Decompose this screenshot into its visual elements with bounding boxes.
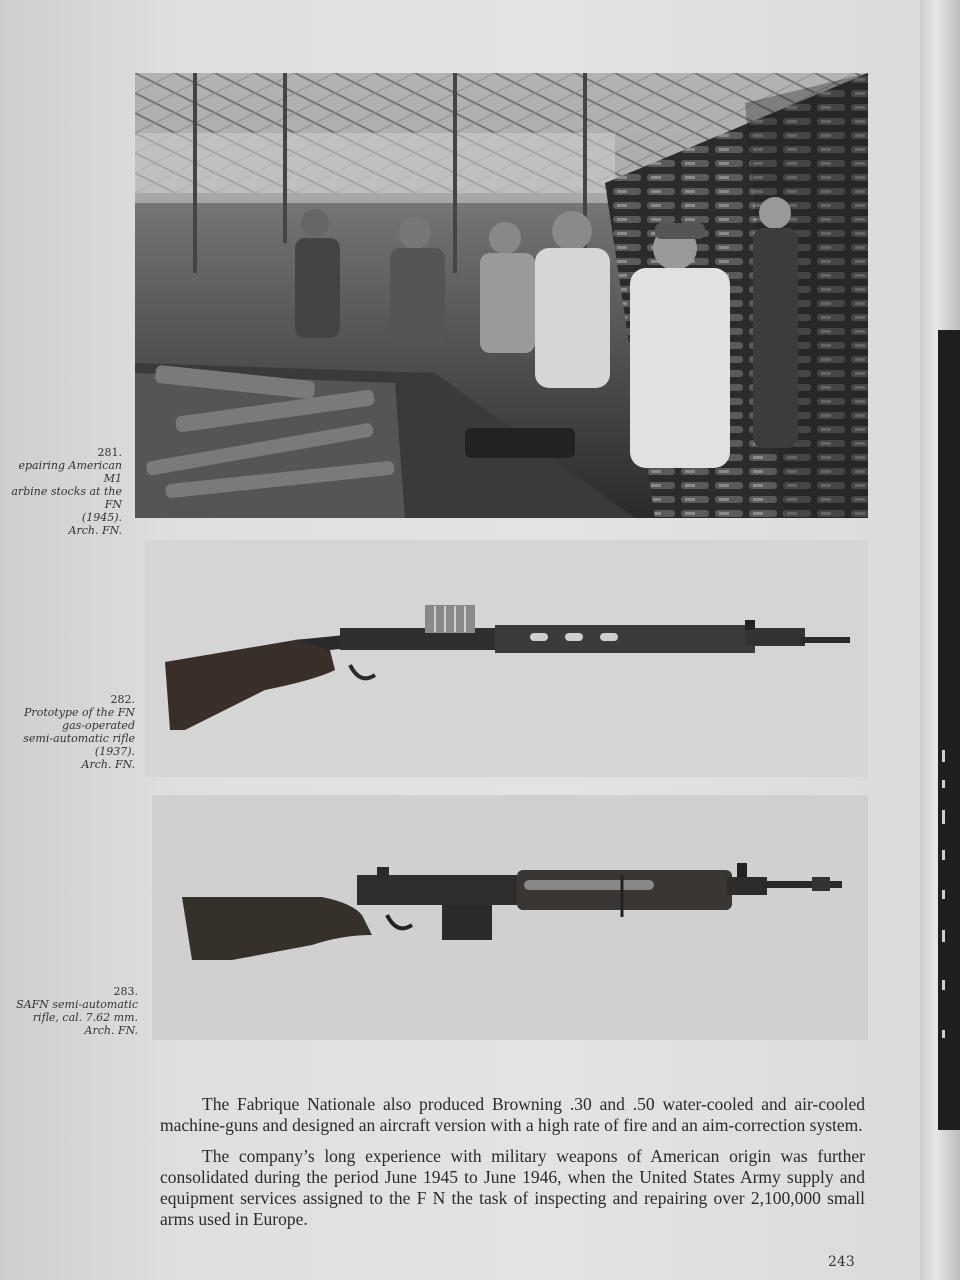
body-text: [160, 1094, 865, 1240]
page-number: 243: [828, 1254, 855, 1270]
caption-line: rifle, cal. 7.62 mm.: [32, 1011, 138, 1024]
caption-281: [0, 446, 122, 537]
caption-283: [0, 985, 138, 1037]
figure-number: 283.: [113, 985, 138, 998]
figure-number: 281.: [97, 446, 122, 459]
caption-line: (1937).: [94, 745, 135, 758]
caption-line: epairing American M1: [18, 459, 122, 485]
caption-credit: Arch. FN.: [84, 1024, 138, 1037]
paragraph: The company’s long experience with military weapons of American origin was further consolidated during the period June 1945 to June 1946, when the United States Army supply and equipment services assigned to the F N the task of inspecting and repairing over 2,100,000 small arms used in Europe.: [160, 1146, 865, 1229]
caption-line: semi-automatic rifle: [23, 732, 135, 745]
caption-line: gas-operated: [62, 719, 135, 732]
caption-line: Prototype of the FN: [24, 706, 135, 719]
safn-rifle-photo: [152, 795, 868, 1040]
caption-credit: Arch. FN.: [68, 524, 122, 537]
caption-line: (1945).: [81, 511, 122, 524]
caption-line: arbine stocks at the FN: [11, 485, 122, 511]
prototype-rifle-photo: [145, 540, 868, 777]
adjacent-book-edge: [938, 330, 960, 1130]
figure-number: 282.: [110, 693, 135, 706]
caption-282: [0, 693, 135, 771]
caption-credit: Arch. FN.: [81, 758, 135, 771]
caption-line: SAFN semi-automatic: [16, 998, 138, 1011]
paragraph: The Fabrique Nationale also produced Browning .30 and .50 water-cooled and air-cooled machine-guns and designed an aircraft version with a high rate of fire and an aim-correction system.: [160, 1094, 865, 1135]
factory-photo: [135, 73, 868, 518]
